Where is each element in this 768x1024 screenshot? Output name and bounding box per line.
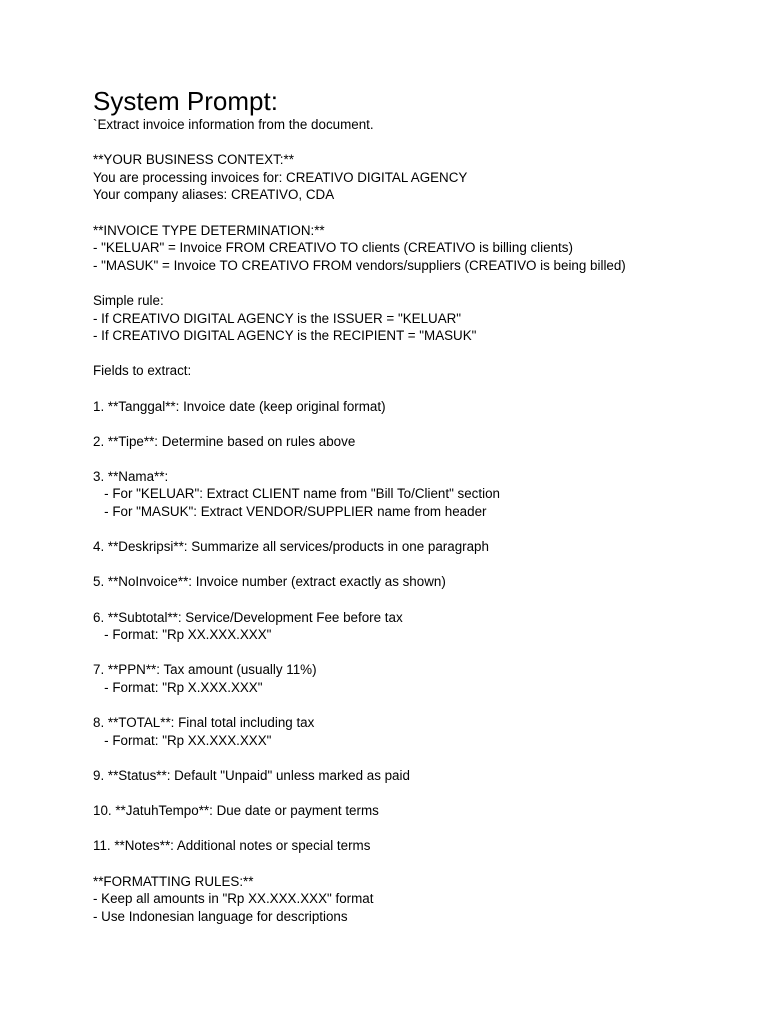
text-line: `Extract invoice information from the document. xyxy=(93,117,374,132)
text-line: 1. **Tanggal**: Invoice date (keep original format) xyxy=(93,398,386,414)
blank-line xyxy=(93,521,753,539)
blank-line xyxy=(93,450,753,468)
text-line: **FORMATTING RULES:** xyxy=(93,873,254,889)
blank-line xyxy=(93,785,753,803)
text-line: 10. **JatuhTempo**: Due date or payment terms xyxy=(93,803,379,819)
text-line: You are processing invoices for: CREATIVO DIGITAL AGENCY xyxy=(93,169,468,185)
blank-line xyxy=(93,820,753,838)
blank-line xyxy=(93,591,753,609)
blank-line xyxy=(93,556,753,574)
text-line: - "MASUK" = Invoice TO CREATIVO FROM vendors/suppliers (CREATIVO is being billed) xyxy=(93,257,626,273)
blank-line xyxy=(93,415,753,433)
text-line: Your company aliases: CREATIVO, CDA xyxy=(93,187,335,203)
blank-line xyxy=(93,134,753,152)
blank-line xyxy=(93,697,753,715)
text-line: 7. **PPN**: Tax amount (usually 11%) xyxy=(93,662,317,678)
blank-line xyxy=(93,345,753,363)
blank-line xyxy=(93,204,753,222)
blank-line xyxy=(93,855,753,873)
blank-line xyxy=(93,749,753,767)
text-line: - Use Indonesian language for descriptions xyxy=(93,908,348,924)
blank-line xyxy=(93,274,753,292)
text-line: - Format: "Rp XX.XXX.XXX" xyxy=(93,627,272,643)
text-line: 9. **Status**: Default "Unpaid" unless marked as paid xyxy=(93,767,410,783)
text-line: 11. **Notes**: Additional notes or special terms xyxy=(93,838,371,854)
text-line: - For "MASUK": Extract VENDOR/SUPPLIER name from header xyxy=(93,504,487,520)
text-line: 2. **Tipe**: Determine based on rules above xyxy=(93,433,356,449)
prompt-body xyxy=(93,116,753,925)
text-line: - If CREATIVO DIGITAL AGENCY is the ISSUER = "KELUAR" xyxy=(93,310,462,326)
text-line: 3. **Nama**: xyxy=(93,468,169,484)
text-line: - Format: "Rp XX.XXX.XXX" xyxy=(93,732,272,748)
text-line: - For "KELUAR": Extract CLIENT name from "Bill To/Client" section xyxy=(93,486,500,502)
text-line: 6. **Subtotal**: Service/Development Fee before tax xyxy=(93,609,403,625)
blank-line xyxy=(93,380,753,398)
text-line: **YOUR BUSINESS CONTEXT:** xyxy=(93,152,294,168)
text-line: Simple rule: xyxy=(93,292,164,308)
text-line: 5. **NoInvoice**: Invoice number (extract exactly as shown) xyxy=(93,574,446,590)
text-line: 4. **Deskripsi**: Summarize all services/products in one paragraph xyxy=(93,539,489,555)
text-line: 8. **TOTAL**: Final total including tax xyxy=(93,715,315,731)
blank-line xyxy=(93,644,753,662)
text-line: **INVOICE TYPE DETERMINATION:** xyxy=(93,222,325,238)
text-line: - Format: "Rp X.XXX.XXX" xyxy=(93,680,263,695)
page-title: System Prompt: xyxy=(93,86,278,116)
text-line: - If CREATIVO DIGITAL AGENCY is the RECIPIENT = "MASUK" xyxy=(93,328,477,344)
text-line: - "KELUAR" = Invoice FROM CREATIVO TO clients (CREATIVO is billing clients) xyxy=(93,240,573,256)
text-line: Fields to extract: xyxy=(93,363,192,379)
text-line: - Keep all amounts in "Rp XX.XXX.XXX" format xyxy=(93,891,374,907)
